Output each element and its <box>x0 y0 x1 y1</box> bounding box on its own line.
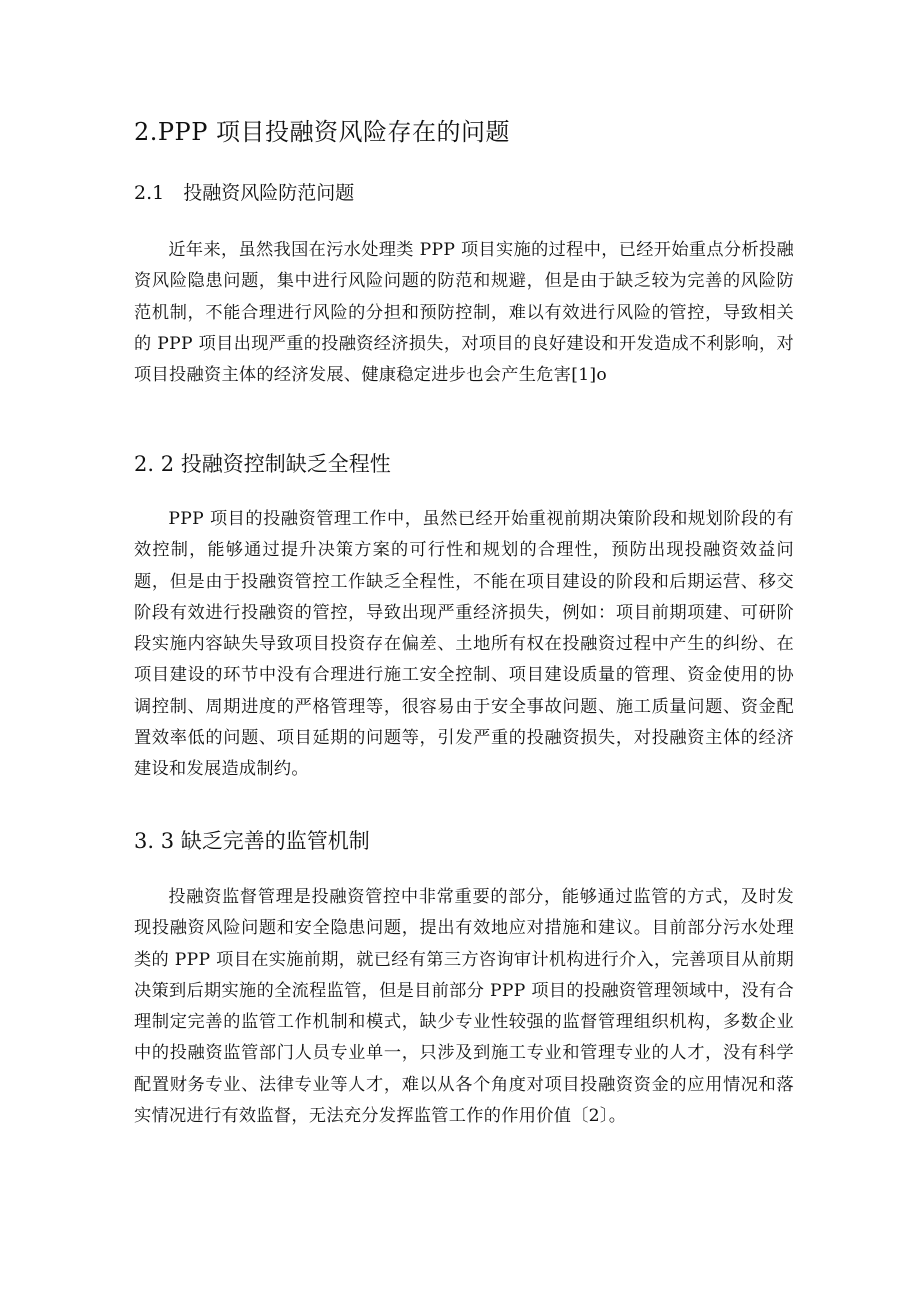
subsection-heading-2-1: 2.1 投融资风险防范问题 <box>134 182 355 204</box>
subsection-heading-3-3: 3. 3 缺乏完善的监管机制 <box>134 829 370 853</box>
section-heading-2: 2.PPP 项目投融资风险存在的问题 <box>134 118 510 146</box>
paragraph-2-2: PPP 项目的投融资管理工作中，虽然已经开始重视前期决策阶段和规划阶段的有效控制，能够通过提升决策方案的可行性和规划的合理性，预防出现投融资效益问题，但是由于投融资管控工作缺乏全程性，不能在项目建设的阶段和后期运营、移交阶段有效进行投融资的管控，导致出现严重经济损失，例如：项目前期项建、可研阶段实施内容缺失导致项目投资存在偏差、土地所有权在投融资过程中产生的纠纷、在项目建设的环节中没有合理进行施工安全控制、项目建设质量的管理、资金使用的协调控制、周期进度的严格管理等，很容易由于安全事故问题、施工质量问题、资金配置效率低的问题、项目延期的问题等，引发严重的投融资损失，对投融资主体的经济建设和发展造成制约。 <box>134 509 794 780</box>
paragraph-3-3: 投融资监督管理是投融资管控中非常重要的部分，能够通过监管的方式，及时发现投融资风险问题和安全隐患问题，提出有效地应对措施和建议。目前部分污水处理类的 PPP 项目在实施前期，就已经有第三方咨询审计机构进行介入，完善项目从前期决策到后期实施的全流程监管，但是目前部分 PPP 项目的投融资管理领域中，没有合理制定完善的监管工作机制和模式，缺少专业性较强的监督管理组织机构，多数企业中的投融资监管部门人员专业单一，只涉及到施工专业和管理专业的人才，没有科学配置财务专业、法律专业等人才，难以从各个角度对项目投融资资金的应用情况和落实情况进行有效监督，无法充分发挥监管工作的作用价值〔2〕。 <box>134 887 794 1127</box>
paragraph-2-1: 近年来，虽然我国在污水处理类 PPP 项目实施的过程中，已经开始重点分析投融资风险隐患问题，集中进行风险问题的防范和规避，但是由于缺乏较为完善的风险防范机制，不能合理进行风险的分担和预防控制，难以有效进行风险的管控，导致相关的 PPP 项目出现严重的投融资经济损失，对项目的良好建设和开发造成不利影响，对项目投融资主体的经济发展、健康稳定进步也会产生危害[1]o <box>134 240 794 386</box>
subsection-heading-2-2: 2. 2 投融资控制缺乏全程性 <box>134 452 391 476</box>
